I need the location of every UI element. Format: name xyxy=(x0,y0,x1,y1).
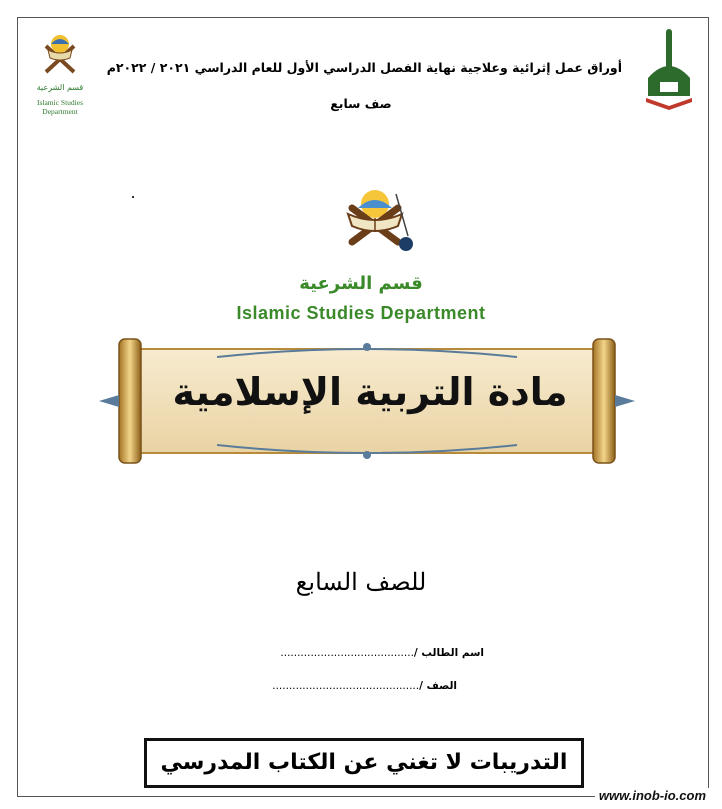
grade-label: للصف السابع xyxy=(295,568,427,596)
left-logo-label-ar: قسم الشرعية xyxy=(36,83,84,92)
left-logo-label-en: Islamic Studies Department xyxy=(36,98,84,116)
department-name-ar: قسم الشرعية xyxy=(299,273,423,294)
department-name-en: Islamic Studies Department xyxy=(236,303,486,323)
header-subtitle: صف سابع xyxy=(330,96,392,111)
student-name-field[interactable] xyxy=(280,647,484,659)
quran-book-icon xyxy=(330,178,420,266)
header-title: أوراق عمل إثرائية وعلاجية نهاية الفصل الدراسي الأول للعام الدراسي ٢٠٢١ / ٢٠٢٢م xyxy=(106,60,622,75)
class-dots: ............................................ xyxy=(272,680,420,692)
notice-box: التدريبات لا تغني عن الكتاب المدرسي xyxy=(144,738,584,788)
class-field[interactable] xyxy=(272,680,457,692)
quran-stand-icon xyxy=(20,28,100,83)
student-name-dots: ........................................ xyxy=(280,647,414,659)
stray-mark xyxy=(132,196,134,198)
student-name-label: اسم الطالب / xyxy=(413,647,484,659)
department-logo xyxy=(330,178,420,266)
subject-title: مادة التربية الإسلامية xyxy=(172,370,568,414)
watermark: www.inob-io.com xyxy=(595,788,710,803)
class-label: الصف / xyxy=(419,680,457,692)
